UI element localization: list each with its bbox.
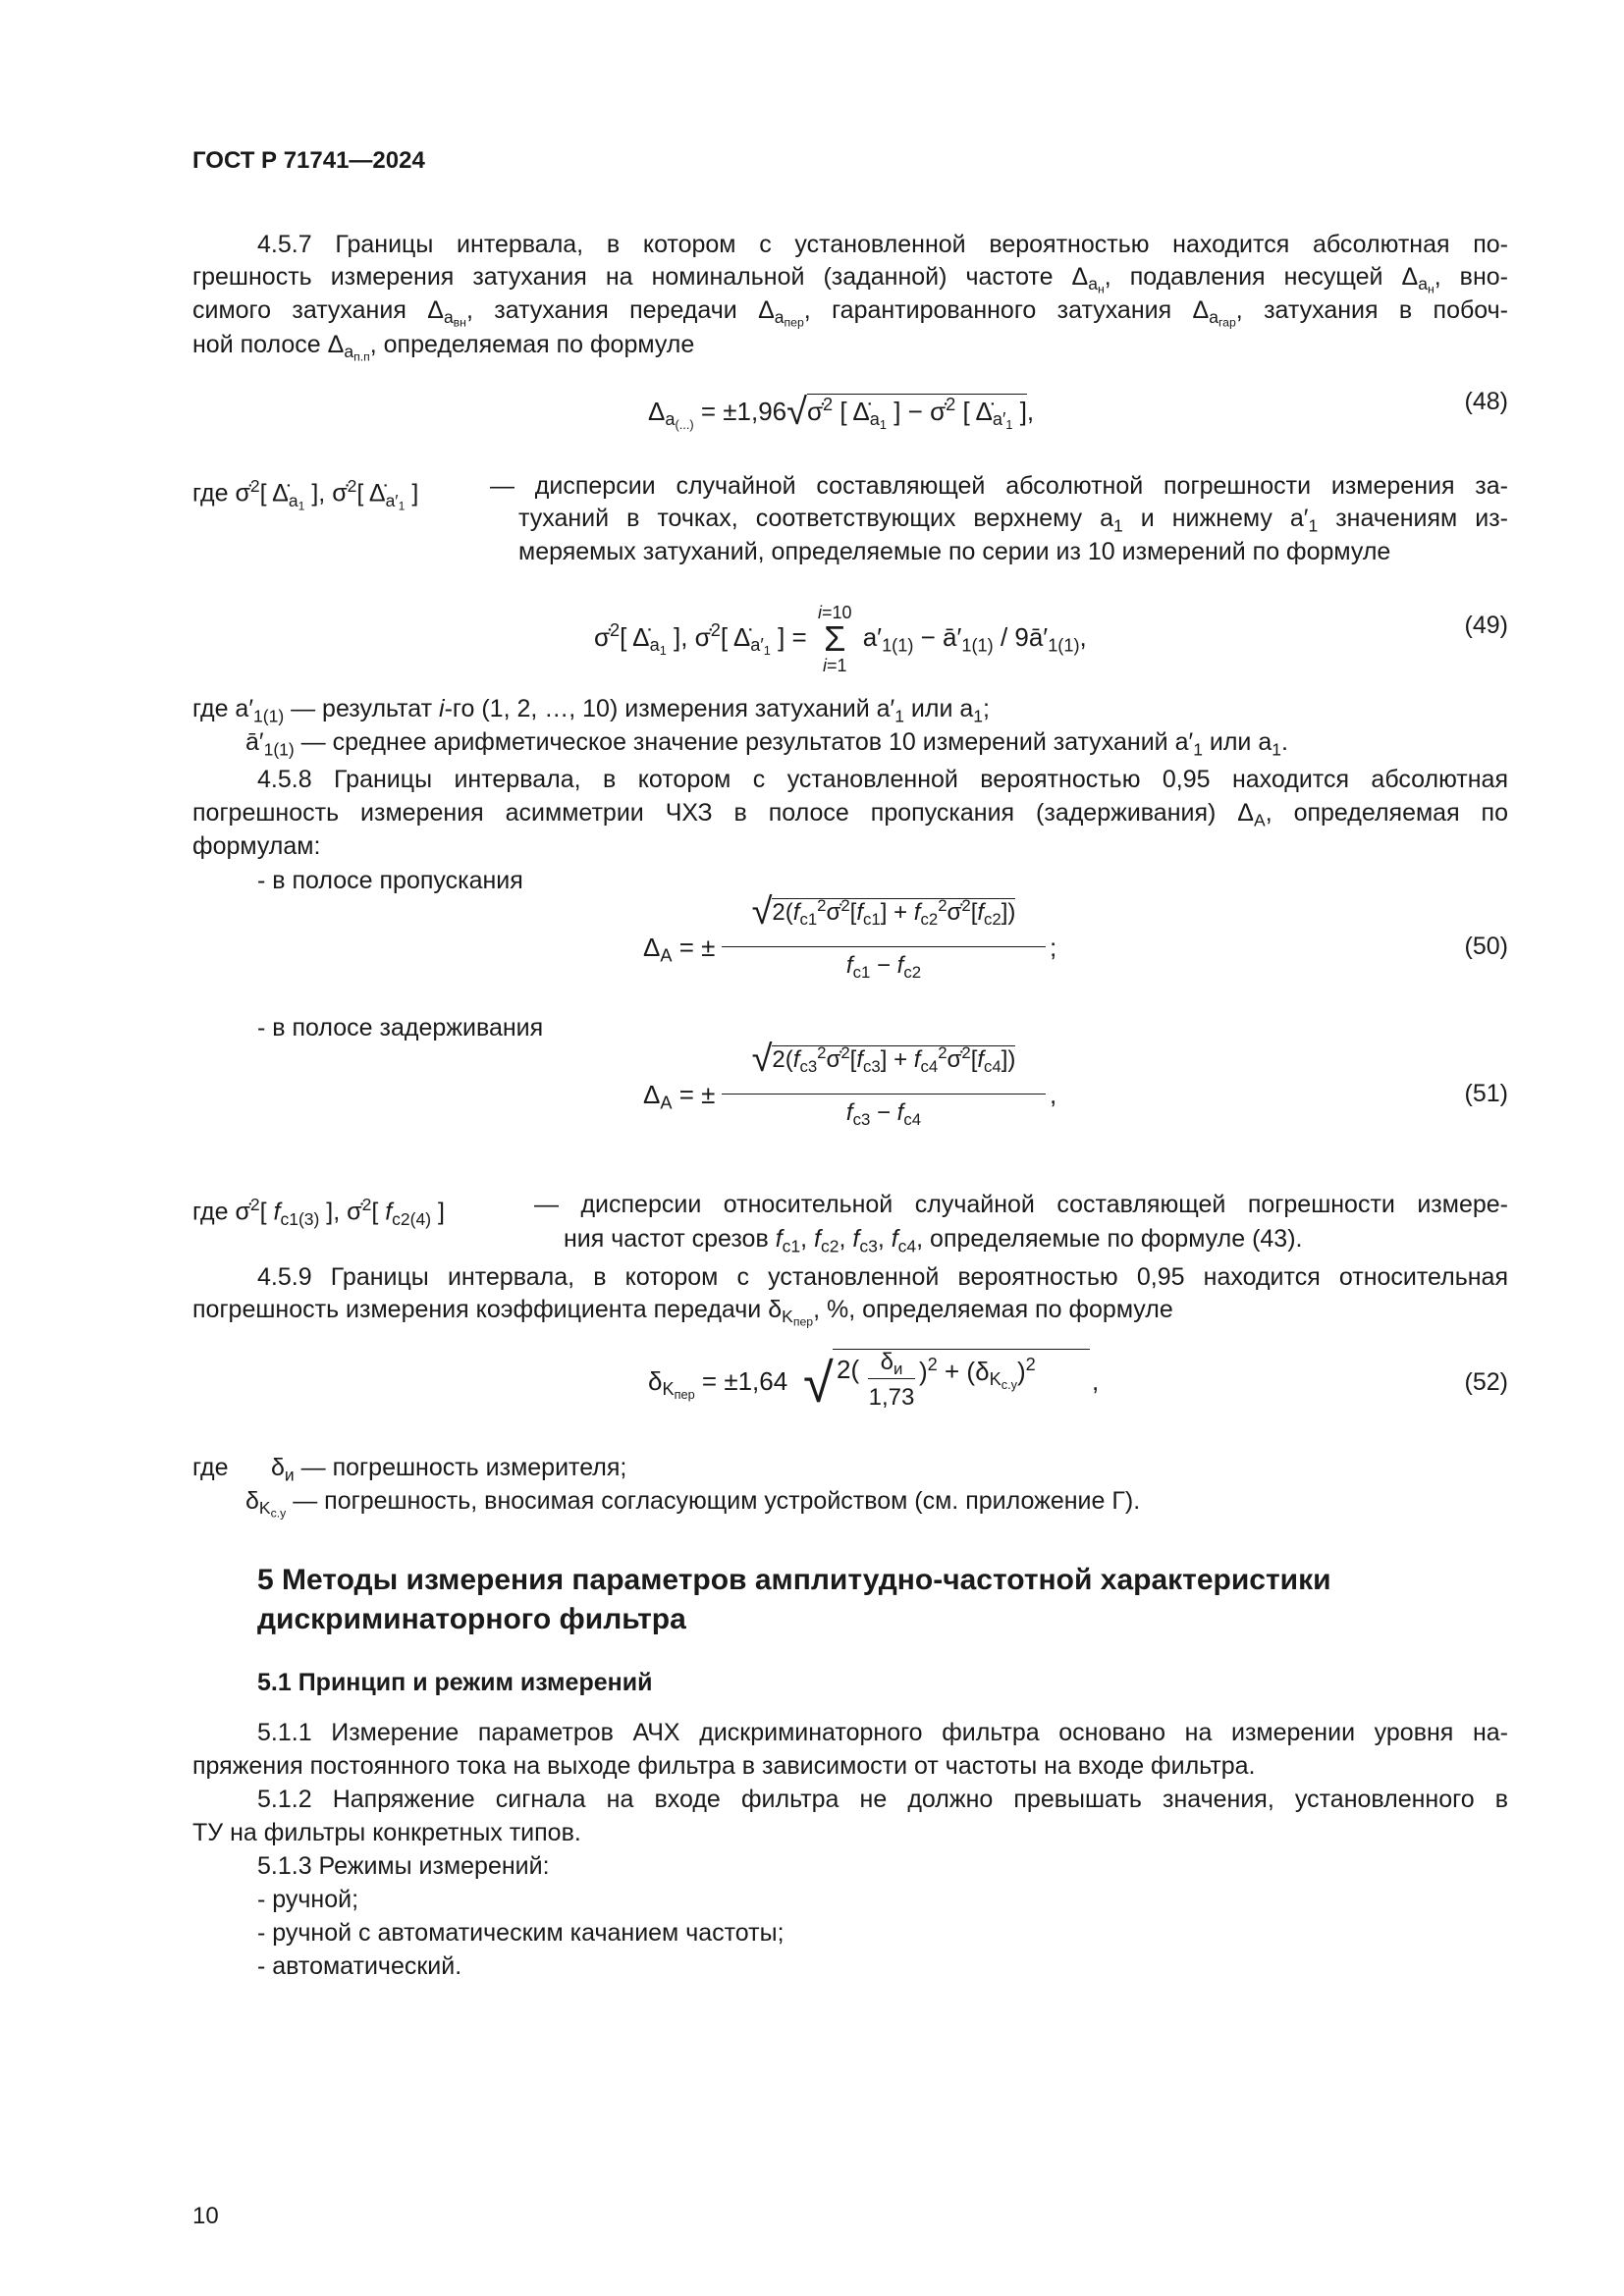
equation-52: $\delta_{K_{пер}} = \pm 1,64$ √ 2( $\delta_и$ 1,73 )$^2 + (\delta_{K_{с.у}})^2$ , — [648, 1349, 1100, 1414]
equation-52-number: (52) — [1464, 1368, 1508, 1396]
p511-line-1: 5.1.1 Измерение параметров АЧХ дискриминаторного фильтра основано на измерении уровня на- — [257, 1719, 1508, 1746]
where52-item-1: $\delta_и$ — погрешность измерителя; — [271, 1454, 627, 1485]
equation-48: $\Delta_{a_{(...)}}$ = ±1,96√σ̇$^2$ [ $\Deltȧ_{a_1}$ ] − σ̇$^2$ [ $\Deltȧ_{a'_1}$ ], — [648, 392, 1035, 433]
p513-line-1: 5.1.3 Режимы измерений: — [257, 1852, 550, 1880]
p458-line-3: формулам: — [192, 832, 321, 860]
equation-48-number: (48) — [1464, 388, 1508, 415]
equation-51-number: (51) — [1464, 1080, 1508, 1107]
page-number: 10 — [192, 2203, 219, 2229]
p513-line-4: - автоматический. — [257, 1952, 462, 1980]
p513-line-3: - ручной с автоматическим качанием частоты; — [257, 1919, 785, 1947]
list-pass-band: - в полосе пропускания — [257, 867, 523, 894]
p457-line-3: симого затухания $\Delta_{a_{вн}}$, затухания передачи $\Delta_{a_{пер}}$, гарантированного затухания $\Delta_{a_{гар}}$, затухания в побоч- — [192, 296, 1509, 330]
where51-line-2: ния частот срезов $f_{c1}$, $f_{c2}$, $f_{c3}$, $f_{c4}$, определяемые по формуле (43). — [564, 1225, 1303, 1256]
where51-line-1: — дисперсии относительной случайной составляющей погрешности измере- — [534, 1191, 1508, 1218]
where51-lead: где σ̇$^2$[ $f_{c1(3)}$ ], σ̇$^2$[ $f_{c2(4)}$ ] — [192, 1195, 445, 1229]
p457-line-2: грешность измерения затухания на номинальной (заданной) частоте $\Delta_{a_н}$, подавления несущей $\Delta_{a_н}$, вно- — [192, 263, 1509, 296]
where48-line-2: туханий в точках, соответствующих верхнему $a_1$ и нижнему $a'_1$ значениям из- — [518, 505, 1508, 536]
p511-line-2: пряжения постоянного тока на выходе фильтра в зависимости от частоты на входе фильтра. — [192, 1752, 1256, 1780]
section5-title-line-2: дискриминаторного фильтра — [257, 1603, 686, 1635]
equation-49: σ̇$^2$[ $\Deltȧ_{a_1}$ ], σ̇$^2$[ $\Deltȧ_{a'_1}$ ] = i=10 Σ i=1 $a'_{1(1)}$ − $ā'_{1(1)}$ / $9ā'_{1(1)}$, — [594, 603, 1087, 675]
section51-title: 5.1 Принцип и режим измерений — [257, 1669, 653, 1696]
p457-line-4: ной полосе $\Delta_{a_{п.п}}$, определяемая по формуле — [192, 331, 695, 364]
p458-line-1: 4.5.8 Границы интервала, в котором с установленной вероятностью 0,95 находится абсолютная — [257, 766, 1508, 793]
section5-title-line-1: 5 Методы измерения параметров амплитудно-частотной характеристики — [257, 1564, 1331, 1596]
list-stop-band: - в полосе задерживания — [257, 1014, 544, 1041]
where48-lead: где σ̇$^2$[ $\Deltȧ_{a_1}$ ], σ̇$^2$[ $\Deltȧ_{a'_1}$ ] — [192, 476, 419, 513]
p512-line-2: ТУ на фильтры конкретных типов. — [192, 1819, 581, 1846]
p513-line-2: - ручной; — [257, 1886, 359, 1913]
document-header: ГОСТ Р 71741—2024 — [192, 147, 425, 174]
where49-line-1: где $a'_{1(1)}$ — результат i-го (1, 2, …, 10) измерения затуханий $a'_1$ или $a_1$; — [192, 695, 990, 726]
where48-line-3: меряемых затуханий, определяемые по серии из 10 измерений по формуле — [518, 538, 1391, 565]
equation-51: $\Delta_A$ = ± $√2(f_{c3}^2\sigmȧ^2[f_{c3}]$ + $f_{c4}^2\sigmȧ^2[f_{c4}]$) $f_{c3} - f_{c4}$ , — [643, 1039, 1057, 1130]
p459-line-2: погрешность измерения коэффициента передачи $\delta_{K_{пер}}$, %, определяемая по формуле — [192, 1296, 1173, 1329]
where48-line-1: — дисперсии случайной составляющей абсолютной погрешности измерения за- — [490, 472, 1508, 500]
equation-49-number: (49) — [1464, 612, 1508, 639]
equation-50-number: (50) — [1464, 933, 1508, 960]
p459-line-1: 4.5.9 Границы интервала, в котором с установленной вероятностью 0,95 находится относительная — [257, 1263, 1508, 1291]
p512-line-1: 5.1.2 Напряжение сигнала на входе фильтра не должно превышать значения, установленного в — [257, 1786, 1508, 1813]
where52-lead: где — [192, 1454, 229, 1481]
p458-line-2: погрешность измерения асимметрии ЧХЗ в полосе пропускания (задерживания) $\Delta_A$, определяемая по — [192, 799, 1508, 830]
where49-line-2: $ā'_{1(1)}$ — среднее арифметическое значение результатов 10 измерений затуханий $a'_1$ или $a_1$. — [245, 728, 1288, 760]
p457-line-1: 4.5.7 Границы интервала, в котором с установленной вероятностью находится абсолютная по- — [257, 231, 1508, 258]
equation-50: $\Delta_A$ = ± $√2(f_{c1}^2\sigmȧ^2[f_{c1}]$ + $f_{c2}^2\sigmȧ^2[f_{c2}]$) $f_{c1} - f_{c2}$ ; — [643, 891, 1057, 983]
where52-item-2: $\delta_{K_{с.у}}$ — погрешность, вносимая согласующим устройством (см. приложение Г). — [245, 1487, 1141, 1521]
